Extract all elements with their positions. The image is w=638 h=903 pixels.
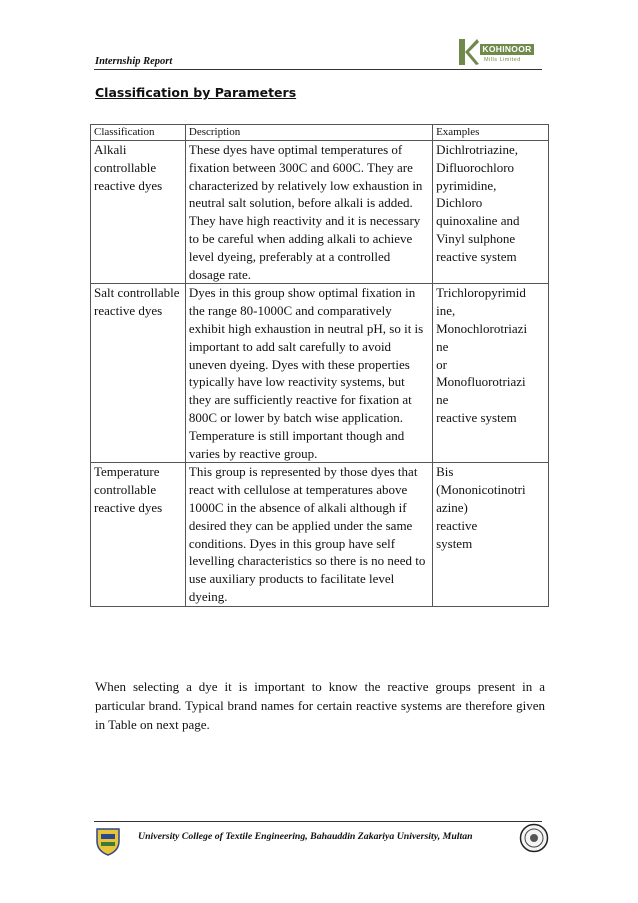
example-line: reactive system [436, 248, 517, 264]
example-line: Dichloro [436, 195, 483, 211]
logo-brand-text: KOHINOOR [480, 44, 534, 55]
table-row [91, 141, 549, 284]
column-header: Description [185, 125, 432, 141]
footer-divider [94, 821, 542, 822]
university-crest-icon [95, 826, 121, 856]
report-header-title: Internship Report [95, 56, 173, 67]
example-line: Monofluorotriazi [436, 374, 526, 390]
example-line: system [436, 535, 473, 551]
examples-cell [433, 463, 549, 606]
header-divider [94, 69, 542, 70]
example-line: pyrimidine, [436, 177, 497, 193]
example-line: Bis [436, 464, 454, 480]
examples-cell [433, 141, 549, 284]
classification-cell: Alkali controllable reactive dyes [91, 141, 186, 284]
example-line: Difluorochloro [436, 159, 515, 175]
example-line: reactive system [436, 409, 517, 425]
example-line: Vinyl sulphone [436, 230, 516, 246]
example-line: Dichlrotriazine, [436, 142, 519, 157]
classification-cell: Temperature controllable reactive dyes [91, 463, 186, 606]
example-line: ne [436, 392, 449, 408]
table-row [91, 284, 549, 463]
examples-cell [433, 284, 549, 463]
table-row [91, 463, 549, 606]
footer-institution: University College of Textile Engineering, Bahauddin Zakariya University, Multan [138, 831, 473, 842]
section-title: Classification by Parameters [95, 85, 297, 100]
example-line: reactive [436, 517, 478, 533]
table-header-row [91, 125, 549, 141]
logo-sub-text: Mills Limited [484, 57, 521, 63]
university-seal-icon [519, 823, 549, 853]
column-header: Classification [91, 125, 186, 141]
classification-table [90, 124, 549, 607]
example-line: or [436, 356, 447, 372]
description-cell: These dyes have optimal temperatures of fixation between 300C and 600C. They are characterized by relatively low exhaustion in neutral salt solution, before alkali is added. They have high reactivity and it is necessary to be careful when adding alkali to achieve level dyeing, preferably at a controlled dosage rate. [185, 141, 432, 284]
example-line: azine) [436, 499, 468, 515]
description-cell: Dyes in this group show optimal fixation in the range 80-1000C and comparatively exhibit high exhaustion in neutral pH, so it is important to add salt carefully to avoid uneven dyeing. Dyes with these properties typically have low reactivity systems, but they are sufficiently reactive for fixation at 800C or lower by batch wise application. Temperature is still important though and varies by reactive group. [185, 284, 432, 463]
column-header: Examples [433, 125, 549, 141]
kohinoor-logo [452, 36, 544, 70]
example-line: quinoxaline and [436, 213, 520, 229]
body-paragraph: When selecting a dye it is important to know the reactive groups present in a particular brand. Typical brand names for certain reactive systems are therefore given in Table on next page. [95, 679, 545, 732]
example-line: ine, [436, 303, 456, 319]
example-line: Trichloropyrimid [436, 285, 526, 301]
example-line: ne [436, 338, 449, 354]
classification-cell: Salt controllable reactive dyes [91, 284, 186, 463]
example-line: (Mononicotinotri [436, 482, 526, 498]
kohinoor-k-icon [458, 38, 480, 66]
example-line: Monochlorotriazi [436, 320, 528, 336]
description-cell: This group is represented by those dyes that react with cellulose at temperatures above 1000C in the absence of alkali although if desired they can be applied under the same conditions. Dyes in this group have self levelling characteristics so there is no need to use auxiliary products to facilitate level dyeing. [185, 463, 432, 606]
